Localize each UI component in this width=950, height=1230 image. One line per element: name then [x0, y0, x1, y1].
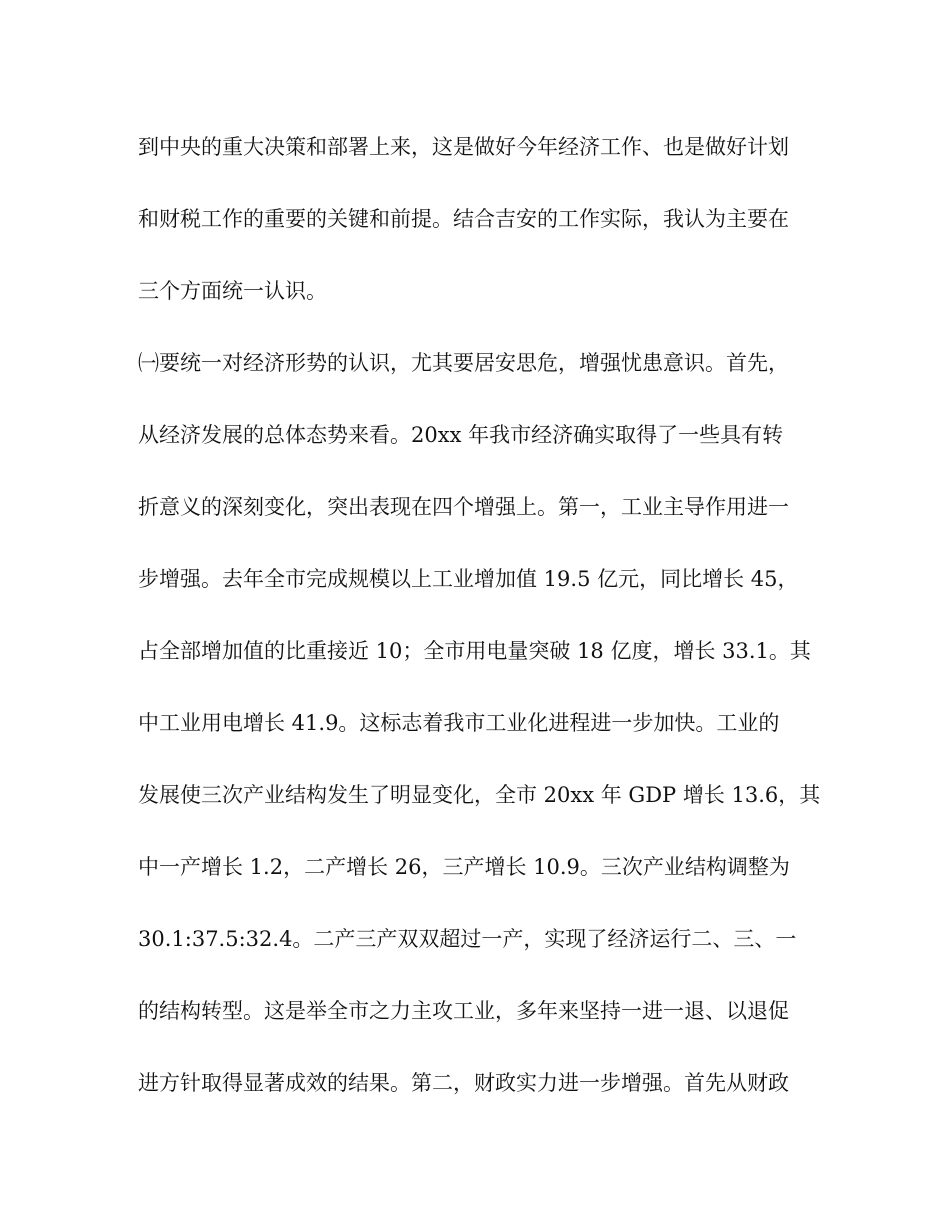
text-line-7: 步增强。去年全市完成规模以上工业增加值 19.5 亿元，同比增长 45， — [138, 567, 799, 591]
text-line-6: 折意义的深刻变化，突出表现在四个增强上。第一，工业主导作用进一 — [138, 495, 789, 519]
text-line-4: ㈠要统一对经济形势的认识，尤其要居安思危，增强忧患意识。首先， — [138, 351, 789, 375]
text-line-5: 从经济发展的总体态势来看。20xx 年我市经济确实取得了一些具有转 — [138, 423, 784, 447]
text-line-3: 三个方面统一认识。 — [138, 279, 327, 303]
document-body — [138, 120, 828, 1128]
text-line-8: 占全部增加值的比重接近 10；全市用电量突破 18 亿度，增长 33.1。其 — [138, 639, 811, 663]
text-line-11: 中一产增长 1.2，二产增长 26，三产增长 10.9。三次产业结构调整为 — [138, 855, 790, 879]
text-line-1: 到中央的重大决策和部署上来，这是做好今年经济工作、也是做好计划 — [138, 135, 789, 159]
text-line-13: 的结构转型。这是举全市之力主攻工业，多年来坚持一进一退、以退促 — [138, 999, 789, 1023]
text-line-12: 30.1:37.5:32.4。二产三产双双超过一产，实现了经济运行二、三、一 — [138, 927, 797, 951]
text-line-10: 发展使三次产业结构发生了明显变化，全市 20xx 年 GDP 增长 13.6，其 — [138, 783, 821, 807]
text-line-14: 进方针取得显著成效的结果。第二，财政实力进一步增强。首先从财政 — [138, 1071, 789, 1095]
text-line-9: 中工业用电增长 41.9。这标志着我市工业化进程进一步加快。工业的 — [138, 711, 780, 735]
text-line-2: 和财税工作的重要的关键和前提。结合吉安的工作实际，我认为主要在 — [138, 207, 789, 231]
